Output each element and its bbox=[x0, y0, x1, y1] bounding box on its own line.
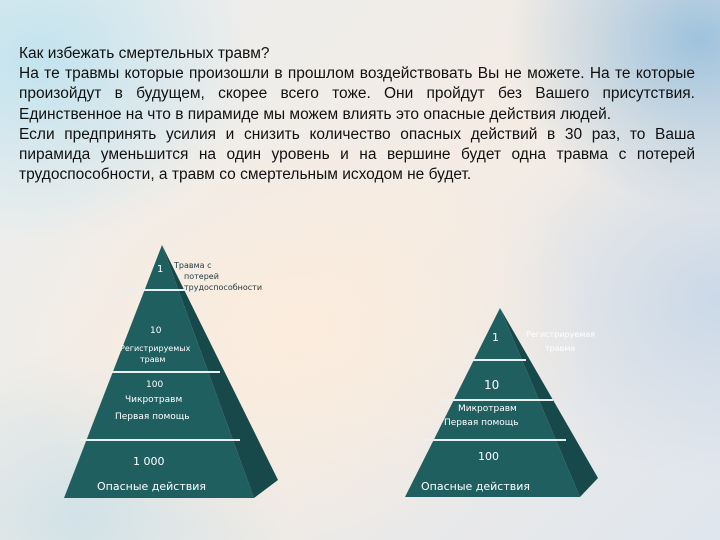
left-tier2-label-2: травм bbox=[140, 355, 166, 364]
right-tier1-note-1: Регистрируемая bbox=[526, 330, 595, 339]
left-tier4-value: 1 000 bbox=[133, 455, 165, 468]
heading: Как избежать смертельных травм? bbox=[19, 45, 270, 62]
left-pyramid bbox=[64, 245, 278, 498]
right-tier3-value: 100 bbox=[478, 450, 499, 463]
right-pyramid bbox=[405, 308, 598, 497]
paragraph-reduce-actions: Если предпринять усилия и снизить количество опасных действий в 30 раз, то Ваша пирамида уменьшится на один уровень и на вершине будет одна травма с потерей трудоспособности, а травм со смертельным исходом не будет. bbox=[19, 125, 695, 184]
right-tier1-value: 1 bbox=[492, 331, 499, 344]
right-tier3-label: Опасные действия bbox=[421, 480, 531, 493]
left-tier1-note-2: потерей bbox=[184, 272, 219, 281]
right-tier2-value: 10 bbox=[484, 378, 500, 392]
left-tier3-value: 100 bbox=[146, 380, 164, 390]
left-tier1-note-1: Травма с bbox=[174, 261, 212, 270]
left-tier2-value: 10 bbox=[150, 326, 162, 336]
left-tier2-label-1: Регистрируемых bbox=[120, 344, 191, 353]
left-tier3-label-1: Чикротравм bbox=[125, 395, 183, 405]
left-tier1-note-3: трудоспособности bbox=[184, 283, 263, 292]
left-tier1-value: 1 bbox=[157, 264, 164, 275]
right-tier1-note-2: травма bbox=[545, 344, 576, 353]
left-tier4-label: Опасные действия bbox=[97, 480, 207, 493]
right-tier2-label-1: Микротравм bbox=[458, 404, 517, 414]
paragraph-past-injuries: На те травмы которые произошли в прошлом воздействовать Вы не можете. На те которые произойдут в будущем, скорее всего тоже. Они пройдут без Вашего присутствия. Единственное на что в пирамиде мы можем влиять это опасные действия людей. bbox=[19, 65, 695, 123]
right-tier2-label-2: Первая помощь bbox=[444, 418, 519, 428]
left-tier3-label-2: Первая помощь bbox=[115, 412, 190, 422]
